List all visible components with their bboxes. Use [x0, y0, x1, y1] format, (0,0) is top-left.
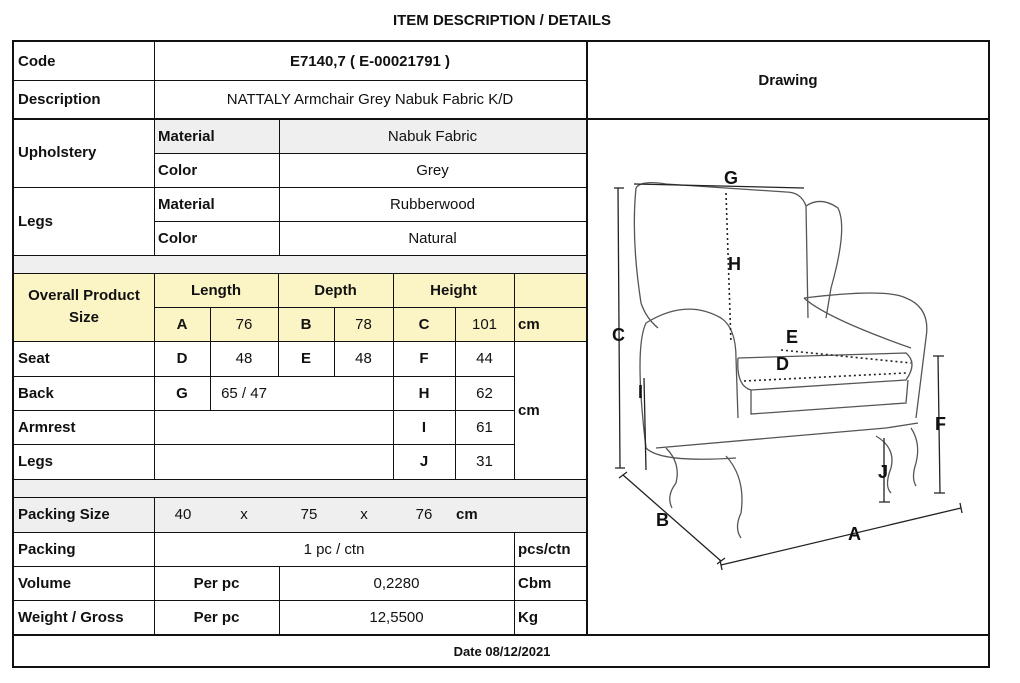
- dim-b-letter: B: [300, 315, 312, 333]
- packing-width: 40: [174, 506, 192, 523]
- packing-depth: 75: [300, 506, 318, 523]
- packing-unit: pcs/ctn: [518, 540, 571, 558]
- overall-size-label-line2: Size: [68, 308, 99, 326]
- packing-value: 1 pc / ctn: [303, 540, 365, 558]
- height-label: Height: [430, 281, 477, 299]
- weight-unit: Kg: [518, 608, 538, 626]
- armchair-drawing: [586, 118, 986, 588]
- packing-x1: x: [240, 506, 248, 523]
- upholstery-color-label: Color: [158, 161, 198, 179]
- depth-label: Depth: [314, 281, 357, 299]
- back-label: Back: [18, 384, 54, 402]
- dim-f-value: 44: [476, 350, 493, 367]
- dim-f-letter: F: [419, 350, 429, 367]
- letter-c: C: [612, 325, 625, 345]
- dim-j-letter: J: [419, 453, 429, 470]
- legs-color-value: Natural: [408, 229, 457, 247]
- code-value: E7140,7 ( E-00021791 ): [289, 52, 451, 70]
- legs-color-label: Color: [158, 229, 198, 247]
- legs-material-value: Rubberwood: [389, 195, 476, 213]
- weight-label: Weight / Gross: [18, 608, 124, 626]
- upholstery-material-value: Nabuk Fabric: [279, 119, 586, 153]
- overall-unit: cm: [518, 315, 540, 333]
- volume-value: 0,2280: [373, 574, 420, 592]
- dim-i-value: 61: [476, 418, 493, 436]
- dim-i-letter: I: [421, 418, 427, 436]
- dim-h-value: 62: [476, 384, 493, 402]
- length-label: Length: [191, 281, 241, 299]
- armrest-label: Armrest: [18, 418, 76, 436]
- letter-i: I: [638, 382, 644, 402]
- letter-j: J: [878, 462, 889, 482]
- letter-e: E: [786, 327, 799, 347]
- drawing-label: Drawing: [758, 71, 818, 89]
- spacer-bar: [14, 255, 586, 273]
- letter-a: A: [848, 524, 861, 544]
- letter-f: F: [935, 414, 946, 434]
- letter-h: H: [728, 254, 741, 274]
- legs-dim-label: Legs: [18, 453, 54, 470]
- upholstery-material-label: Material: [154, 119, 279, 153]
- dim-e-letter: E: [300, 350, 311, 367]
- dim-g-letter: G: [176, 384, 188, 402]
- packing-x2: x: [360, 506, 368, 523]
- dim-c-value: 101: [471, 315, 498, 333]
- code-label: Code: [18, 52, 56, 70]
- seat-label: Seat: [18, 350, 50, 367]
- dim-j-value: 31: [476, 453, 493, 470]
- letter-g: G: [724, 168, 739, 188]
- weight-per: Per pc: [193, 608, 240, 626]
- dim-d-value: 48: [235, 350, 253, 367]
- dims-unit: cm: [518, 401, 540, 419]
- spacer-bar-2: [14, 479, 586, 497]
- description-label: Description: [18, 90, 101, 108]
- document-title: ITEM DESCRIPTION / DETAILS: [392, 12, 612, 29]
- letter-d: D: [776, 354, 789, 374]
- packing-height: 76: [415, 506, 433, 523]
- dim-a-value: 76: [235, 315, 253, 333]
- upholstery-label: Upholstery: [18, 143, 97, 161]
- dim-g-value: 65 / 47: [221, 384, 267, 402]
- weight-value: 12,5500: [369, 608, 424, 626]
- dim-d-letter: D: [176, 350, 188, 367]
- upholstery-color-value: Grey: [416, 161, 449, 179]
- dim-b-value: 78: [355, 315, 372, 333]
- volume-per: Per pc: [193, 574, 240, 592]
- volume-unit: Cbm: [518, 574, 552, 592]
- date: Date 08/12/2021: [453, 643, 551, 659]
- packing-size-unit: cm: [456, 506, 478, 523]
- dim-e-value: 48: [355, 350, 372, 367]
- legs-label: Legs: [18, 212, 54, 230]
- dim-h-letter: H: [418, 384, 430, 402]
- description-value: NATTALY Armchair Grey Nabuk Fabric K/D: [226, 90, 514, 108]
- volume-label: Volume: [18, 574, 72, 592]
- packing-label: Packing: [18, 540, 76, 558]
- letter-b: B: [656, 510, 669, 530]
- legs-material-label: Material: [158, 195, 215, 213]
- packing-size-label: Packing Size: [14, 497, 154, 532]
- overall-size-label-line1: Overall Product: [28, 286, 140, 304]
- dim-c-letter: C: [418, 315, 430, 333]
- dim-a-letter: A: [176, 315, 188, 333]
